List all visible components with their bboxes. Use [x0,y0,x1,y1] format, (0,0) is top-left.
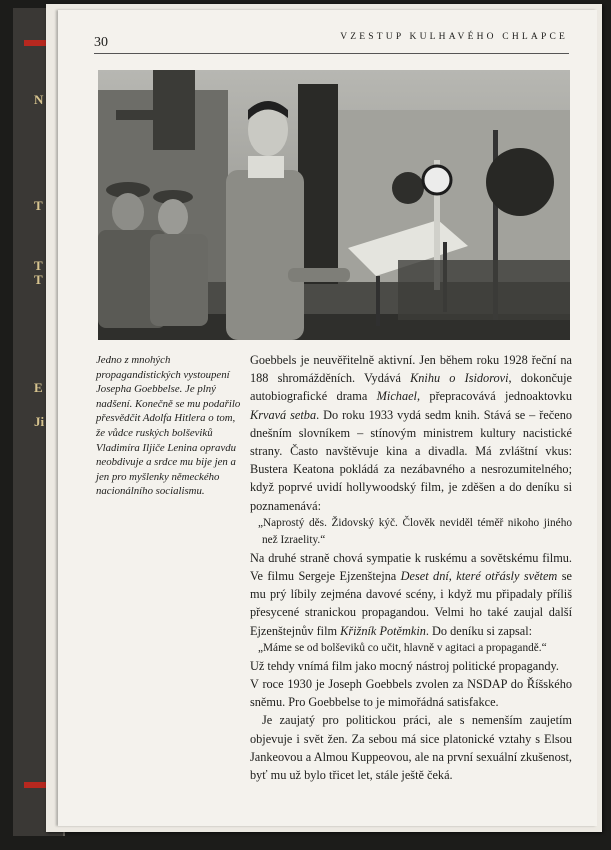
photo-caption: Jedno z mnohých propagandistických vystoupení Josepha Goebbelse. Je plný nadšení. Konečně se mu podařilo přesvědčit Adolfa Hitlera o tom, že vůdce ruských bolševiků Vladimíra Iljiče Lenina opravdu neobdivuje a srdce mu bije jen a jen pro myšlenky německého nacionálního socialismu. [96,354,241,498]
header-rule [94,53,569,54]
paragraph: Je zaujatý pro politickou práci, ale s nemenším zaujetím objevuje i svět žen. Za sebou má sice platonické vztahy s Elsou Jankeovou a Almou Kuppeovou, ale na první sexuální zkušenost, byť mu už bylo třicet let, stále ještě čeká. [250,713,572,783]
photo-flowers [398,260,570,320]
book-page [58,10,597,826]
paragraph: Na druhé straně chová sympatie k ruskému a sovětskému filmu. Ve filmu Sergeje Ejzenštejna Deset dní, které otřásly světem se mu prý líbily zejména davové scény, i když mu připadaly příliš přesycené stranickou propagandou. Velmi ho také zaujal další Ejzenštejnův film Křižník Potěmkin. Do deníku si zapsal: [250,550,572,638]
underlying-book-letter: T [34,198,43,213]
goebbels-speech-photo [98,70,570,340]
paragraph: Goebbels je neuvěřitelně aktivní. Jen během roku 1928 řeční na 188 shromážděních. Vydává Knihu o Isidorovi, dokončuje autobiografické drama Michael, přepracovává jednoaktovku Krvavá setba. Do roku 1933 vydá sedm knih. Stává se – řečeno dnešním slovníkem – stínovým ministrem kultury nacistické strany. Často navštěvuje kina a divadla. Má zvláštní vkus: Bustera Keatona pokládá za nezábavného a nesrozumitelného; když poprvé uvidí hollywoodský film, je zděšen a do deníku si poznamenává: [250,353,572,513]
quote-block: „Máme se od bolševiků co učit, hlavně v agitaci a propagandě.“ [258,641,547,654]
underlying-book-letter: N [34,92,44,107]
running-title: VZESTUP KULHAVÉHO CHLAPCE [340,32,568,42]
underlying-book-letter: T [34,272,43,287]
body-text [250,351,572,784]
underlying-book-letter: E [34,380,43,395]
underlying-book-letter: T [34,258,43,273]
paragraph: Už tehdy vnímá film jako mocný nástroj politické propagandy. [250,658,559,673]
underlying-book-letter: Ji [34,414,45,429]
quote-block: „Naprostý děs. Židovský kýč. Člověk neviděl téměř nikoho jiného než Izraelity.“ [258,516,572,546]
page-number: 30 [94,35,108,50]
paragraph: V roce 1930 je Joseph Goebbels zvolen za NSDAP do Říšského sněmu. Pro Goebbelse to je mimořádná satisfakce. [250,677,572,710]
